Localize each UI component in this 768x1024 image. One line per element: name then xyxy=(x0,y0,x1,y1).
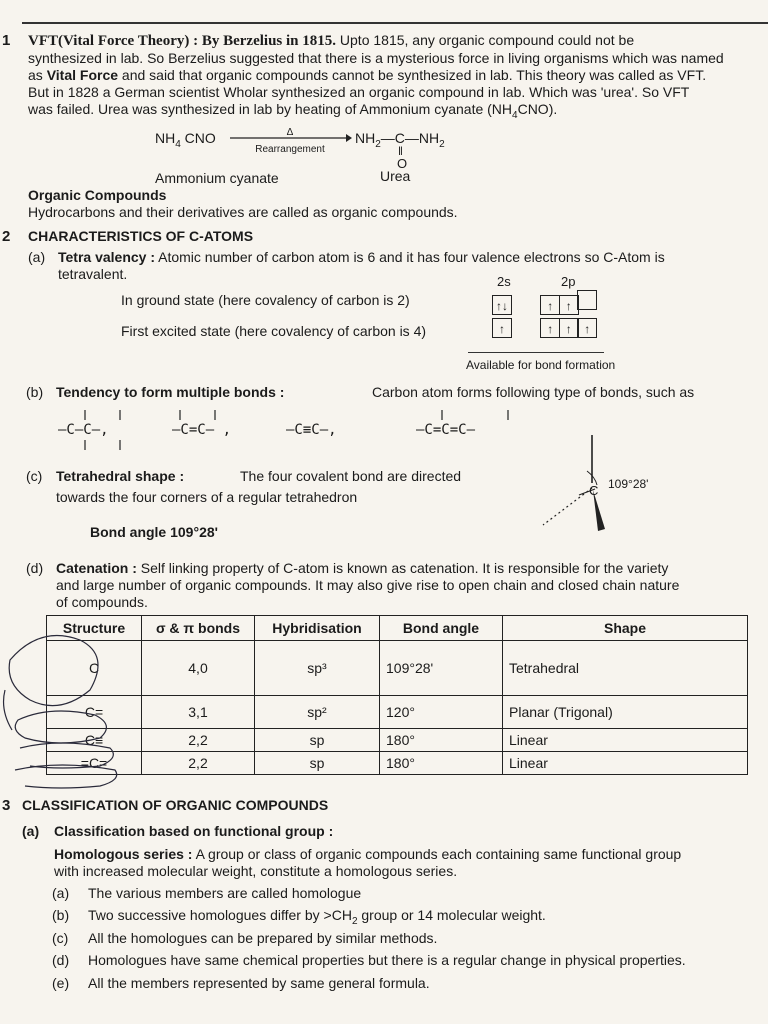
homologue-point xyxy=(52,885,362,902)
column-header: Bond angle xyxy=(380,616,503,641)
double-bond: —C=C— , xyxy=(172,422,232,438)
multiple-bonds-text: Carbon atom forms following type of bonds, such as xyxy=(372,384,695,400)
section-number: 3 xyxy=(2,797,11,814)
structure-cell: C≡ xyxy=(47,729,142,752)
table-row xyxy=(47,752,748,775)
point-label: (e) xyxy=(52,975,70,991)
angle-cell: 109°28' xyxy=(380,641,503,696)
top-rule xyxy=(22,22,768,24)
section-number: 1 xyxy=(2,32,11,49)
section-number: 2 xyxy=(2,228,11,245)
ground-state-orbitals xyxy=(492,290,596,315)
homologous-series-text: Homologous series : A group or class of organic compounds each containing same functional group with increased molecular weight, constitute a homologous series. xyxy=(54,846,682,879)
section-2-heading: CHARACTERISTICS OF C-ATOMS xyxy=(28,228,254,244)
orbital-box: ↑ xyxy=(559,318,579,338)
item-label: (a) xyxy=(28,249,46,265)
tetrahedral-text-2: towards the four corners of a regular tetrahedron xyxy=(56,489,358,505)
urea-label: Urea xyxy=(380,168,411,184)
tetrahedral-title: Tetrahedral shape : xyxy=(56,468,185,484)
orbital-2s-label: 2s xyxy=(497,274,511,289)
homologue-point: (b) Two successive homologues differ by $>CH_2$ group or 14 molecular weight. xyxy=(52,907,546,927)
point-label: (b) xyxy=(52,907,70,923)
shape-cell: Planar (Trigonal) xyxy=(503,696,748,729)
catenation-text: Catenation : Self linking property of C-atom is known as catenation. It is responsible for the variety and large number of organic compounds. It may also give rise to open chain and closed chain nature of compounds. xyxy=(56,560,680,610)
bonds-cell: 3,1 xyxy=(142,696,255,729)
shape-cell: Tetrahedral xyxy=(503,641,748,696)
organic-compounds-definition: Hydrocarbons and their derivatives are called as organic compounds. xyxy=(28,204,458,220)
tetrahedron-carbon: C xyxy=(589,483,599,498)
section-1-heading: VFT(Vital Force Theory) : By Berzelius in 1815. xyxy=(28,33,337,49)
column-header: Shape xyxy=(503,616,748,641)
bonds-cell: 2,2 xyxy=(142,729,255,752)
table-header-row xyxy=(47,616,748,641)
angle-cell: 120° xyxy=(380,696,503,729)
hybridisation-cell: sp³ xyxy=(255,641,380,696)
tetrahedron-angle: 109°28' xyxy=(608,477,649,491)
hybridisation-cell: sp² xyxy=(255,696,380,729)
structure-cell: C xyxy=(47,641,142,696)
tetrahedral-text-1: The four covalent bond are directed xyxy=(240,468,462,484)
point-text: Two successive homologues differ by xyxy=(88,907,324,923)
orbital-box xyxy=(577,290,597,310)
point-text: The various members are called homologue xyxy=(88,885,362,901)
arrow-label: Rearrangement xyxy=(255,144,325,155)
triple-bond: —C≡C—, xyxy=(286,422,337,438)
orbital-box: ↑↓ xyxy=(492,295,512,315)
shape-cell: Linear xyxy=(503,752,748,775)
point-label: (c) xyxy=(52,930,69,946)
excited-state-orbitals xyxy=(492,318,596,338)
ammonium-cyanate-label: Ammonium cyanate xyxy=(155,170,279,186)
column-header: Hybridisation xyxy=(255,616,380,641)
bond-vertical-strokes xyxy=(50,406,550,456)
bonds-cell: 4,0 xyxy=(142,641,255,696)
shape-cell: Linear xyxy=(503,729,748,752)
table-row xyxy=(47,641,748,696)
hybridisation-table xyxy=(46,615,748,775)
item-label: (c) xyxy=(26,468,43,484)
orbital-box: ↑ xyxy=(540,318,560,338)
point-text: All the members represented by same general formula. xyxy=(88,975,430,991)
orbital-box: ↑ xyxy=(559,295,579,315)
urea-formula: $NH_2—C—NH_2$ xyxy=(355,130,445,150)
homologue-point xyxy=(52,975,430,992)
section-1-paragraph: VFT(Vital Force Theory) : By Berzelius in 1815. Upto 1815, any organic compound could not be synthesized in lab. So Berzelius suggested that there is a mysterious force in living organisms which was named as Vital Force and said that organic compounds cannot be synthesized in lab. This theory was called as VFT. But in 1828 a German scientist Wholar synthesized an organic compound in lab. Which was 'urea'. So VFT was failed. Urea was synthesized in lab by heating of Ammonium cyanate $(NH_4CNO)$. xyxy=(28,32,724,121)
table-row xyxy=(47,696,748,729)
structure-cell: C= xyxy=(47,696,142,729)
column-header: Structure xyxy=(47,616,142,641)
carbonyl-double-bond: ‖ xyxy=(398,144,403,158)
orbital-box: ↑ xyxy=(492,318,512,338)
tetra-valency-text: Tetra valency : Atomic number of carbon atom is 6 and it has four valence electrons so C-Atom is tetravalent. xyxy=(58,249,665,282)
carbonyl-oxygen: O xyxy=(397,156,408,171)
structure-cell: =C= xyxy=(47,752,142,775)
hybridisation-cell: sp xyxy=(255,752,380,775)
classification-title: Classification based on functional group : xyxy=(54,823,334,839)
ch2-symbol: >CH xyxy=(323,907,352,923)
point-text: Homologues have same chemical properties but there is a regular change in physical properties. xyxy=(88,952,686,968)
ground-state-text: In ground state (here covalency of carbon is 2) xyxy=(121,292,410,308)
multiple-bonds-title: Tendency to form multiple bonds : xyxy=(56,384,285,400)
item-label: (a) xyxy=(22,823,40,839)
item-label: (d) xyxy=(26,560,44,576)
homologue-point xyxy=(52,952,686,969)
column-header: σ & π bonds xyxy=(142,616,255,641)
homologue-point xyxy=(52,930,438,947)
cumulated-bond: —C=C=C— xyxy=(416,422,476,438)
reactant: $NH_4$ CNO xyxy=(155,130,216,150)
point-text: All the homologues can be prepared by similar methods. xyxy=(88,930,438,946)
excited-state-text: First excited state (here covalency of carbon is 4) xyxy=(121,323,427,339)
available-for-bond-label: Available for bond formation xyxy=(466,358,616,372)
point-label: (a) xyxy=(52,885,70,901)
arrow-condition: Δ xyxy=(286,127,294,138)
pen-scribble xyxy=(0,620,140,800)
section-3-heading: CLASSIFICATION OF ORGANIC COMPOUNDS xyxy=(22,797,329,813)
point-label: (d) xyxy=(52,952,70,968)
hybridisation-cell: sp xyxy=(255,729,380,752)
bracket-line xyxy=(468,352,604,353)
angle-cell: 180° xyxy=(380,752,503,775)
item-label: (b) xyxy=(26,384,44,400)
table-row xyxy=(47,729,748,752)
orbital-box: ↑ xyxy=(540,295,560,315)
single-bond: —C—C—, xyxy=(58,422,109,438)
angle-cell: 180° xyxy=(380,729,503,752)
orbital-2p-label: 2p xyxy=(561,274,576,289)
organic-compounds-title: Organic Compounds xyxy=(28,187,167,203)
bond-angle-label: Bond angle 109°28' xyxy=(90,524,218,540)
orbital-box: ↑ xyxy=(577,318,597,338)
bonds-cell: 2,2 xyxy=(142,752,255,775)
